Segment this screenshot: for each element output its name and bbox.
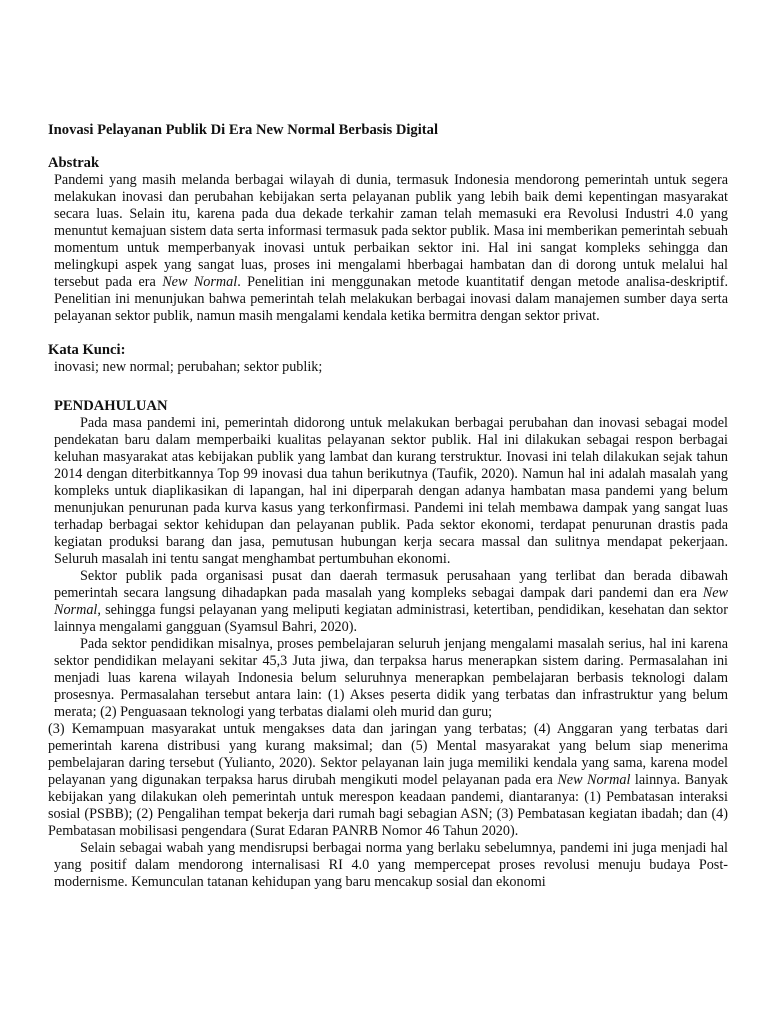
intro-p4-italic-term: New Normal	[557, 772, 631, 788]
abstract-heading: Abstrak	[48, 155, 100, 171]
intro-p2-italic-term: New Normal	[54, 585, 728, 618]
intro-paragraph-2	[54, 568, 728, 636]
intro-p4-start: (3) Kemampuan masyarakat untuk mengakses data dan jaringan yang terbatas; (4) Anggaran yang terbatas dari pemerintah karena distribusi yang kurang maksimal; dan (5) Mental masyarakat yang belum siap menerima pembelajaran daring tersebut (Yulianto, 2020). Sektor pelayanan lain juga memiliki kendala yang sama, karena model pelayanan yang digunakan terpaksa harus dirubah mengikuti model pelayanan pada era	[48, 721, 728, 788]
intro-p2-start: Sektor publik pada organisasi pusat dan daerah termasuk perusahaan yang terlibat dan berada dibawah pemerintah secara langsung dihadapkan pada masalah yang kompleks sebagai dampak dari pandemi dan era	[54, 568, 728, 601]
abstract-italic-term: New Normal	[162, 274, 238, 290]
intro-paragraph-3: Pada sektor pendidikan misalnya, proses pembelajaran seluruh jenjang mengalami masalah serius, hal ini karena sektor pendidikan melayani sekitar 45,3 Juta jiwa, dan terpaksa harus menerapkan sistem daring. Permasalahan ini menjadi luas karena wilayah Indonesia belum seluruhnya menerapkan pembelajaran berbasis teknologi dalam prosesnya. Permasalahan tersebut antara lain: (1) Akses peserta didik yang terbatas dan infrastruktur yang belum merata; (2) Penguasaan teknologi yang terbatas dialami oleh murid dan guru;	[54, 636, 728, 720]
intro-paragraph-5: Selain sebagai wabah yang mendisrupsi berbagai norma yang berlaku sebelumnya, pandemi ini juga menjadi hal yang positif dalam mendorong internalisasi RI 4.0 yang mempercepat proses revolusi menuju budaya Post-modernisme. Kemunculan tatanan kehidupan yang baru mencakup sosial dan ekonomi	[54, 840, 728, 890]
intro-paragraph-4	[48, 721, 728, 840]
abstract-text	[54, 172, 728, 325]
intro-paragraph-1: Pada masa pandemi ini, pemerintah didorong untuk melakukan berbagai perubahan dan inovasi sebagai model pendekatan baru dalam memperbaiki kualitas pelayanan sektor publik. Hal ini dilakukan sebagai respon berbagai keluhan masyarakat atas kebijakan publik yang lambat dan kurang terstruktur. Inovasi ini telah dilakukan sejak tahun 2014 dengan diterbitkannya Top 99 inovasi dua tahun berikutnya (Taufik, 2020). Namun hal ini adalah masalah yang kompleks untuk diaplikasikan di lapangan, hal ini diperparah dengan adanya hambatan masa pandemi yang belum menunjukan penurunan pada kurva kasus yang terkonfirmasi. Pandemi ini telah membawa dampak yang sangat luas terhadap berbagai sektor kehidupan dan pelayanan publik. Pada sektor ekonomi, terdapat penurunan drastis pada kegiatan produksi barang dan jasa, pemutusan hubungan kerja secara massal dan sulitnya mendapat pekerjaan. Seluruh masalah ini tentu sangat menghambat pertumbuhan ekonomi.	[54, 415, 728, 567]
intro-heading: PENDAHULUAN	[54, 398, 168, 414]
intro-p2-end: , sehingga fungsi pelayanan yang meliputi kegiatan administrasi, ketertiban, pendidikan, kesehatan dan sektor lainnya mengalami gangguan (Syamsul Bahri, 2020).	[54, 602, 728, 635]
document-page	[48, 121, 728, 891]
abstract-text-end: . Penelitian ini menggunakan metode kuantitatif dengan metode analisa-deskriptif. Penelitian ini menunjukan bahwa pemerintah telah melakukan berbagai inovasi dalam manajemen sumber daya serta pelayanan sektor publik, namun masih mengalami kendala ketika bermitra dengan sektor privat.	[54, 274, 728, 324]
abstract-text-main: Pandemi yang masih melanda berbagai wilayah di dunia, termasuk Indonesia mendorong pemerintah untuk segera melakukan inovasi dan perubahan kebijakan serta pelayanan publik yang lebih baik demi kepentingan masyarakat secara luas. Selain itu, karena pada dua dekade terkahir zaman telah memasuki era Revolusi Industri 4.0 yang menuntut kemajuan sistem data serta informasi termasuk pada sektor publik. Masa ini memberikan pemerintah sebuah momentum untuk memperbanyak inovasi untuk perbaikan sektor ini. Hal ini sangat kompleks sehingga dan melingkupi aspek yang sangat luas, proses ini mengalami hberbagai hambatan dan di dorong untuk melalui hal tersebut pada era	[54, 172, 728, 290]
keywords-text: inovasi; new normal; perubahan; sektor publik;	[54, 359, 323, 375]
paper-title: Inovasi Pelayanan Publik Di Era New Normal Berbasis Digital	[48, 122, 438, 138]
keywords-heading: Kata Kunci:	[48, 342, 126, 358]
intro-p4-end: lainnya. Banyak kebijakan yang dilakukan oleh pemerintah untuk merespon keadaan pandemi, diantaranya: (1) Pembatasan interaksi sosial (PSBB); (2) Pengalihan tempat bekerja dari rumah bagi sebagian ASN; (3) Pembatasan kegiatan ibadah; dan (4) Pembatasan mobilisasi pengendara (Surat Edaran PANRB Nomor 46 Tahun 2020).	[48, 772, 729, 839]
